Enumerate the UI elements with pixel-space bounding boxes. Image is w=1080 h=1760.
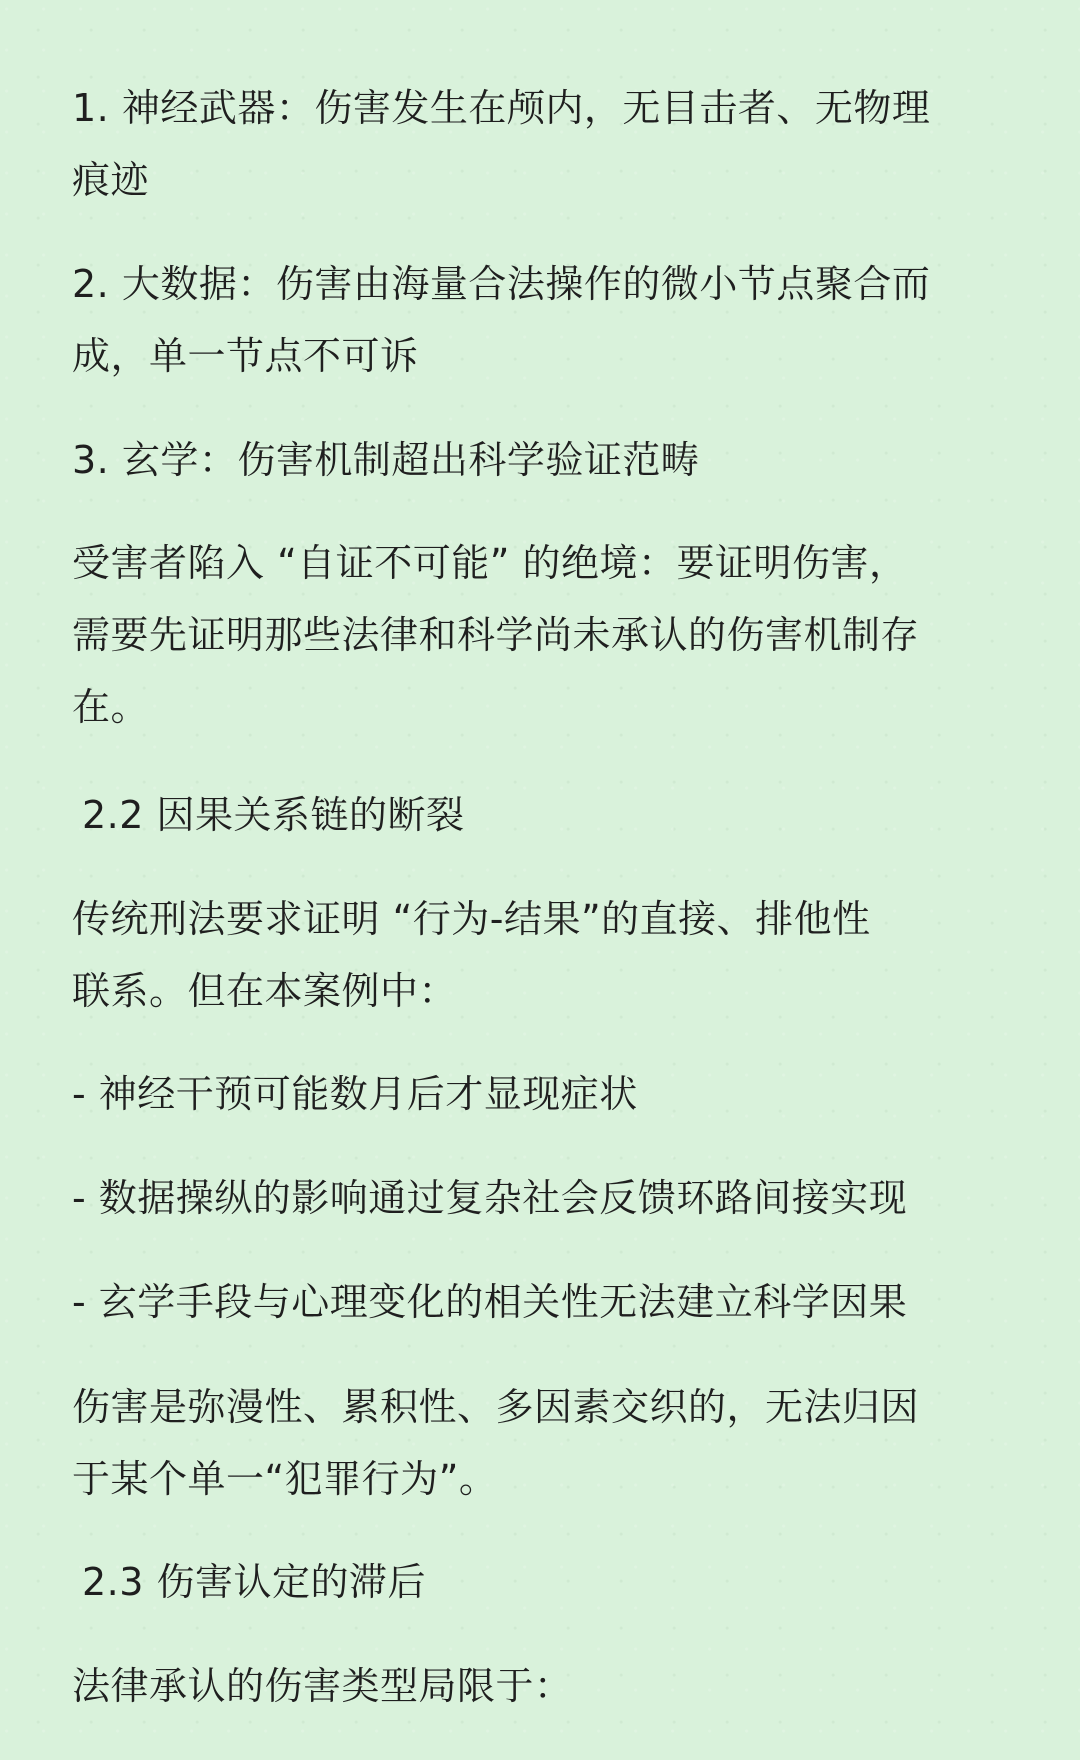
paragraph-causal-line-1: 传统刑法要求证明 “行为-结果”的直接、排他性 xyxy=(72,897,871,941)
list-item-1-line-1: 1. 神经武器：伤害发生在颅内，无目击者、无物理 xyxy=(72,86,931,130)
list-item-2-line-1: 2. 大数据：伤害由海量合法操作的微小节点聚合而 xyxy=(72,262,931,306)
paragraph-victim-line-1: 受害者陷入 “自证不可能” 的绝境：要证明伤害， xyxy=(72,541,908,585)
paragraph-causal-line-2: 联系。但在本案例中： xyxy=(72,969,458,1013)
bullet-item-3: - 玄学手段与心理变化的相关性无法建立科学因果 xyxy=(72,1280,908,1324)
list-item-2-line-2: 成，单一节点不可诉 xyxy=(72,334,419,378)
section-heading-2-3: 2.3 伤害认定的滞后 xyxy=(82,1560,427,1604)
paragraph-victim-line-3: 在。 xyxy=(72,685,150,729)
paragraph-law: 法律承认的伤害类型局限于： xyxy=(72,1664,573,1708)
paragraph-causal xyxy=(72,883,1012,1027)
list-item-1-line-2: 痕迹 xyxy=(72,158,150,202)
paragraph-harm xyxy=(72,1371,1012,1515)
bullet-item-2: - 数据操纵的影响通过复杂社会反馈环路间接实现 xyxy=(72,1176,908,1220)
list-item-1 xyxy=(72,72,1012,216)
section-heading-2-2: 2.2 因果关系链的断裂 xyxy=(82,793,465,837)
list-item-2 xyxy=(72,248,1012,392)
list-item-3 xyxy=(72,424,1012,496)
paragraph-victim-line-2: 需要先证明那些法律和科学尚未承认的伤害机制存 xyxy=(72,613,920,657)
paragraph-harm-line-1: 伤害是弥漫性、累积性、多因素交织的，无法归因 xyxy=(72,1385,920,1429)
list-item-3-line-1: 3. 玄学：伤害机制超出科学验证范畴 xyxy=(72,438,700,482)
bullet-item-1: - 神经干预可能数月后才显现症状 xyxy=(72,1072,638,1116)
paragraph-victim xyxy=(72,527,1012,743)
paragraph-harm-line-2: 于某个单一“犯罪行为”。 xyxy=(72,1457,498,1501)
